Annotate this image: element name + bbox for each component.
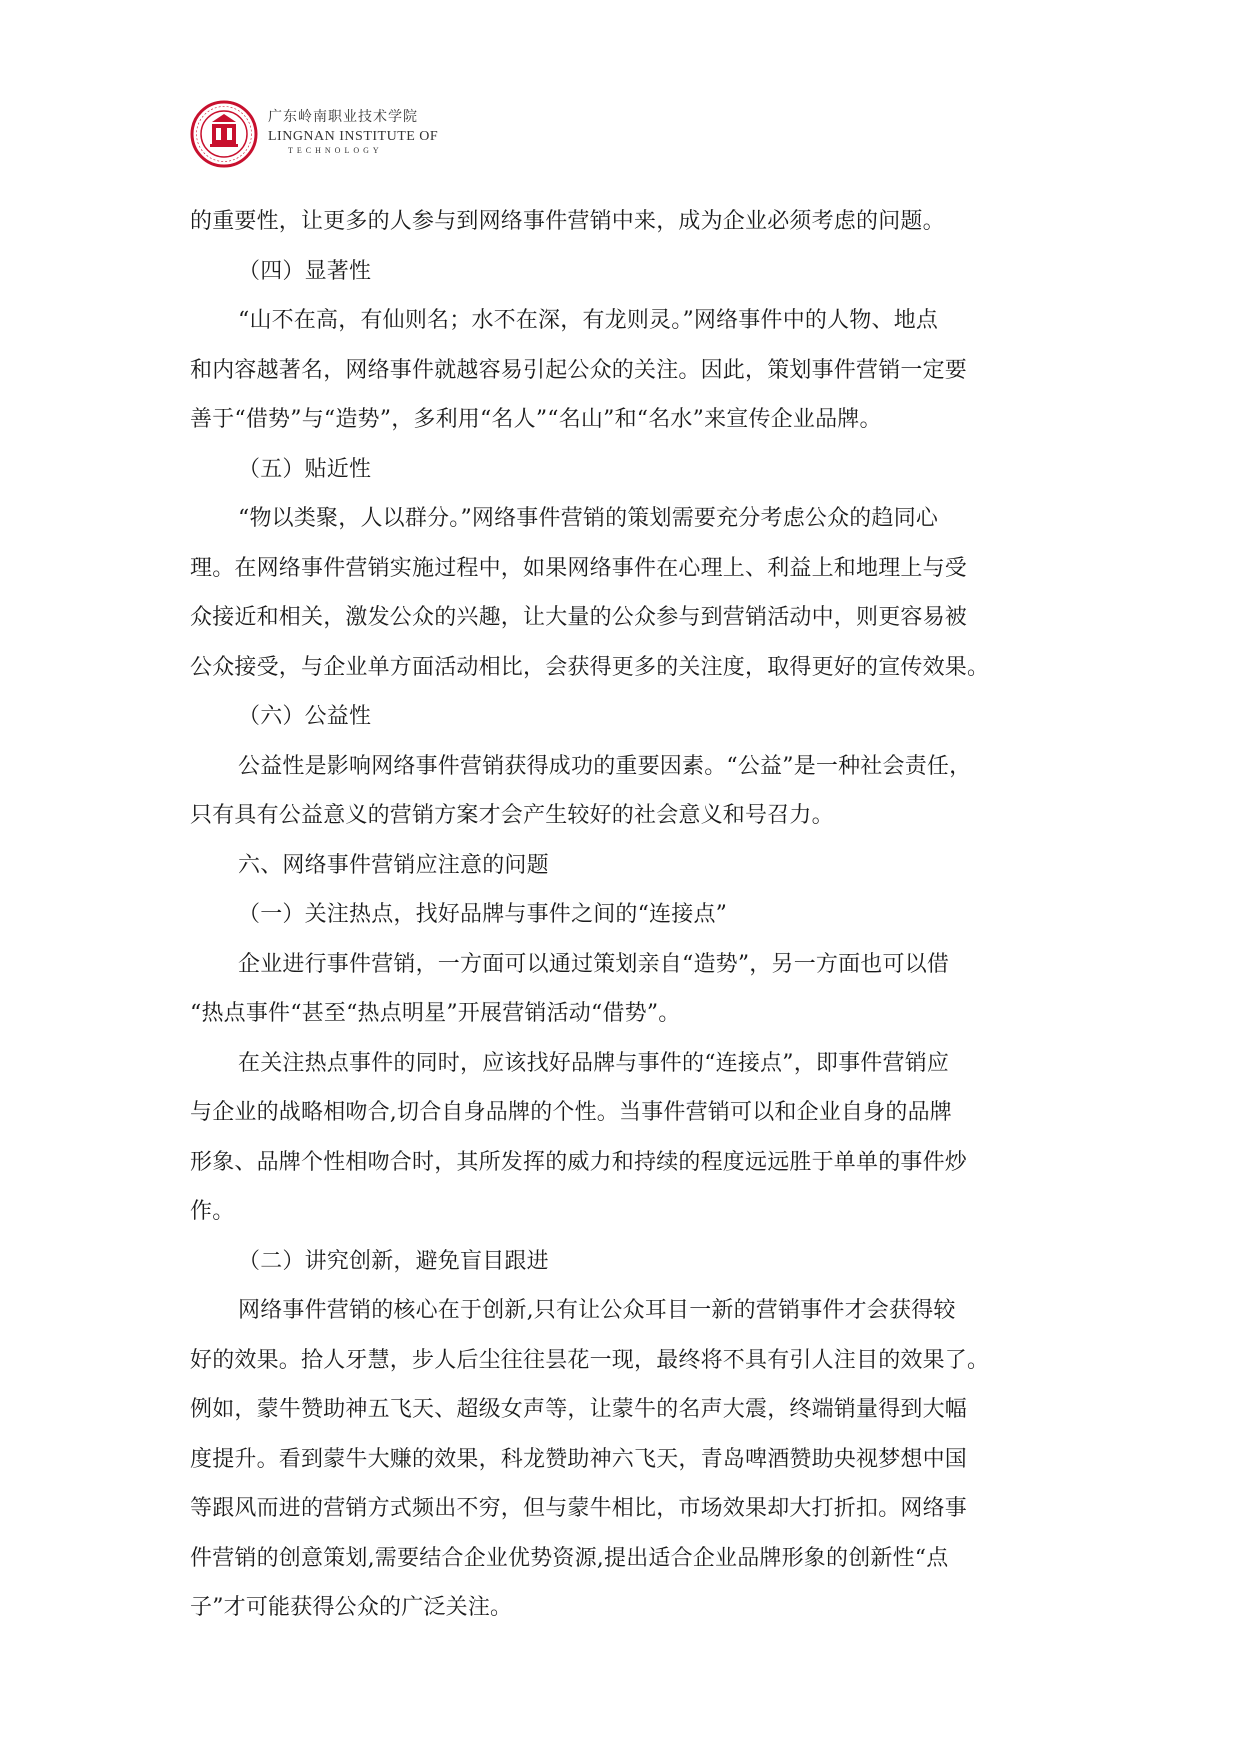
body-line: 理。在网络事件营销实施过程中，如果网络事件在心理上、利益上和地理上与受 xyxy=(190,555,968,581)
subheading-5: （五）贴近性 xyxy=(238,456,372,482)
institution-header xyxy=(190,100,450,170)
section-heading: 六、网络事件营销应注意的问题 xyxy=(238,852,549,878)
body-line: 和内容越著名，网络事件就越容易引起公众的关注。因此，策划事件营销一定要 xyxy=(190,357,968,383)
body-line: 度提升。看到蒙牛大赚的效果，科龙赞助神六飞天，青岛啤酒赞助央视梦想中国 xyxy=(190,1446,968,1472)
subheading-2: （二）讲究创新，避免盲目跟进 xyxy=(238,1248,549,1274)
body-line: 等跟风而进的营销方式频出不穷，但与蒙牛相比，市场效果却大打折扣。网络事 xyxy=(190,1496,968,1521)
body-line: 件营销的创意策划,需要结合企业优势资源,提出适合企业品牌形象的创新性“点 xyxy=(190,1545,949,1571)
body-line: “山不在高，有仙则名；水不在深，有龙则灵。”网络事件中的人物、地点 xyxy=(238,308,939,333)
body-line: 善于“借势”与“造势”，多利用“名人”“名山”和“名水”来宣传企业品牌。 xyxy=(190,407,882,432)
body-line: 众接近和相关，激发公众的兴趣，让大量的公众参与到营销活动中，则更容易被 xyxy=(190,605,968,630)
document-body xyxy=(190,197,1050,1633)
body-line: “物以类聚，人以群分。”网络事件营销的策划需要充分考虑公众的趋同心 xyxy=(238,506,939,531)
body-line: 企业进行事件营销，一方面可以通过策划亲自“造势”，另一方面也可以借 xyxy=(238,951,950,977)
body-line: “热点事件“甚至“热点明星”开展营销活动“借势”。 xyxy=(190,1001,681,1026)
body-line: 例如，蒙牛赞助神五飞天、超级女声等，让蒙牛的名声大震，终端销量得到大幅 xyxy=(190,1397,968,1422)
body-line: 只有具有公益意义的营销方案才会产生较好的社会意义和号召力。 xyxy=(190,803,834,828)
body-line: 作。 xyxy=(190,1199,235,1224)
body-line: 子”才可能获得公众的广泛关注。 xyxy=(190,1595,513,1620)
institution-name-en-line2: TECHNOLOGY xyxy=(288,146,383,155)
subheading-4: （四）显著性 xyxy=(238,258,372,284)
body-line: 网络事件营销的核心在于创新,只有让公众耳目一新的营销事件才会获得较 xyxy=(238,1298,956,1323)
subheading-1: （一）关注热点，找好品牌与事件之间的“连接点” xyxy=(238,902,728,927)
institution-name xyxy=(268,106,438,155)
body-line: 公益性是影响网络事件营销获得成功的重要因素。“公益”是一种社会责任， xyxy=(238,753,972,779)
body-line: 在关注热点事件的同时，应该找好品牌与事件的“连接点”，即事件营销应 xyxy=(238,1050,950,1076)
institution-name-en-line1: LINGNAN INSTITUTE OF xyxy=(268,129,439,144)
body-line: 形象、品牌个性相吻合时，其所发挥的威力和持续的程度远远胜于单单的事件炒 xyxy=(190,1149,968,1175)
subheading-6: （六）公益性 xyxy=(238,704,372,729)
institution-seal-icon xyxy=(190,100,258,168)
body-line: 与企业的战略相吻合,切合自身品牌的个性。当事件营销可以和企业自身的品牌 xyxy=(190,1100,952,1125)
body-line: 的重要性，让更多的人参与到网络事件营销中来，成为企业必须考虑的问题。 xyxy=(190,209,945,234)
institution-name-cn: 广东岭南职业技术学院 xyxy=(268,109,418,125)
body-line: 好的效果。拾人牙慧，步人后尘往往昙花一现，最终将不具有引人注目的效果了。 xyxy=(190,1347,990,1373)
body-line: 公众接受，与企业单方面活动相比，会获得更多的关注度，取得更好的宣传效果。 xyxy=(190,654,990,680)
